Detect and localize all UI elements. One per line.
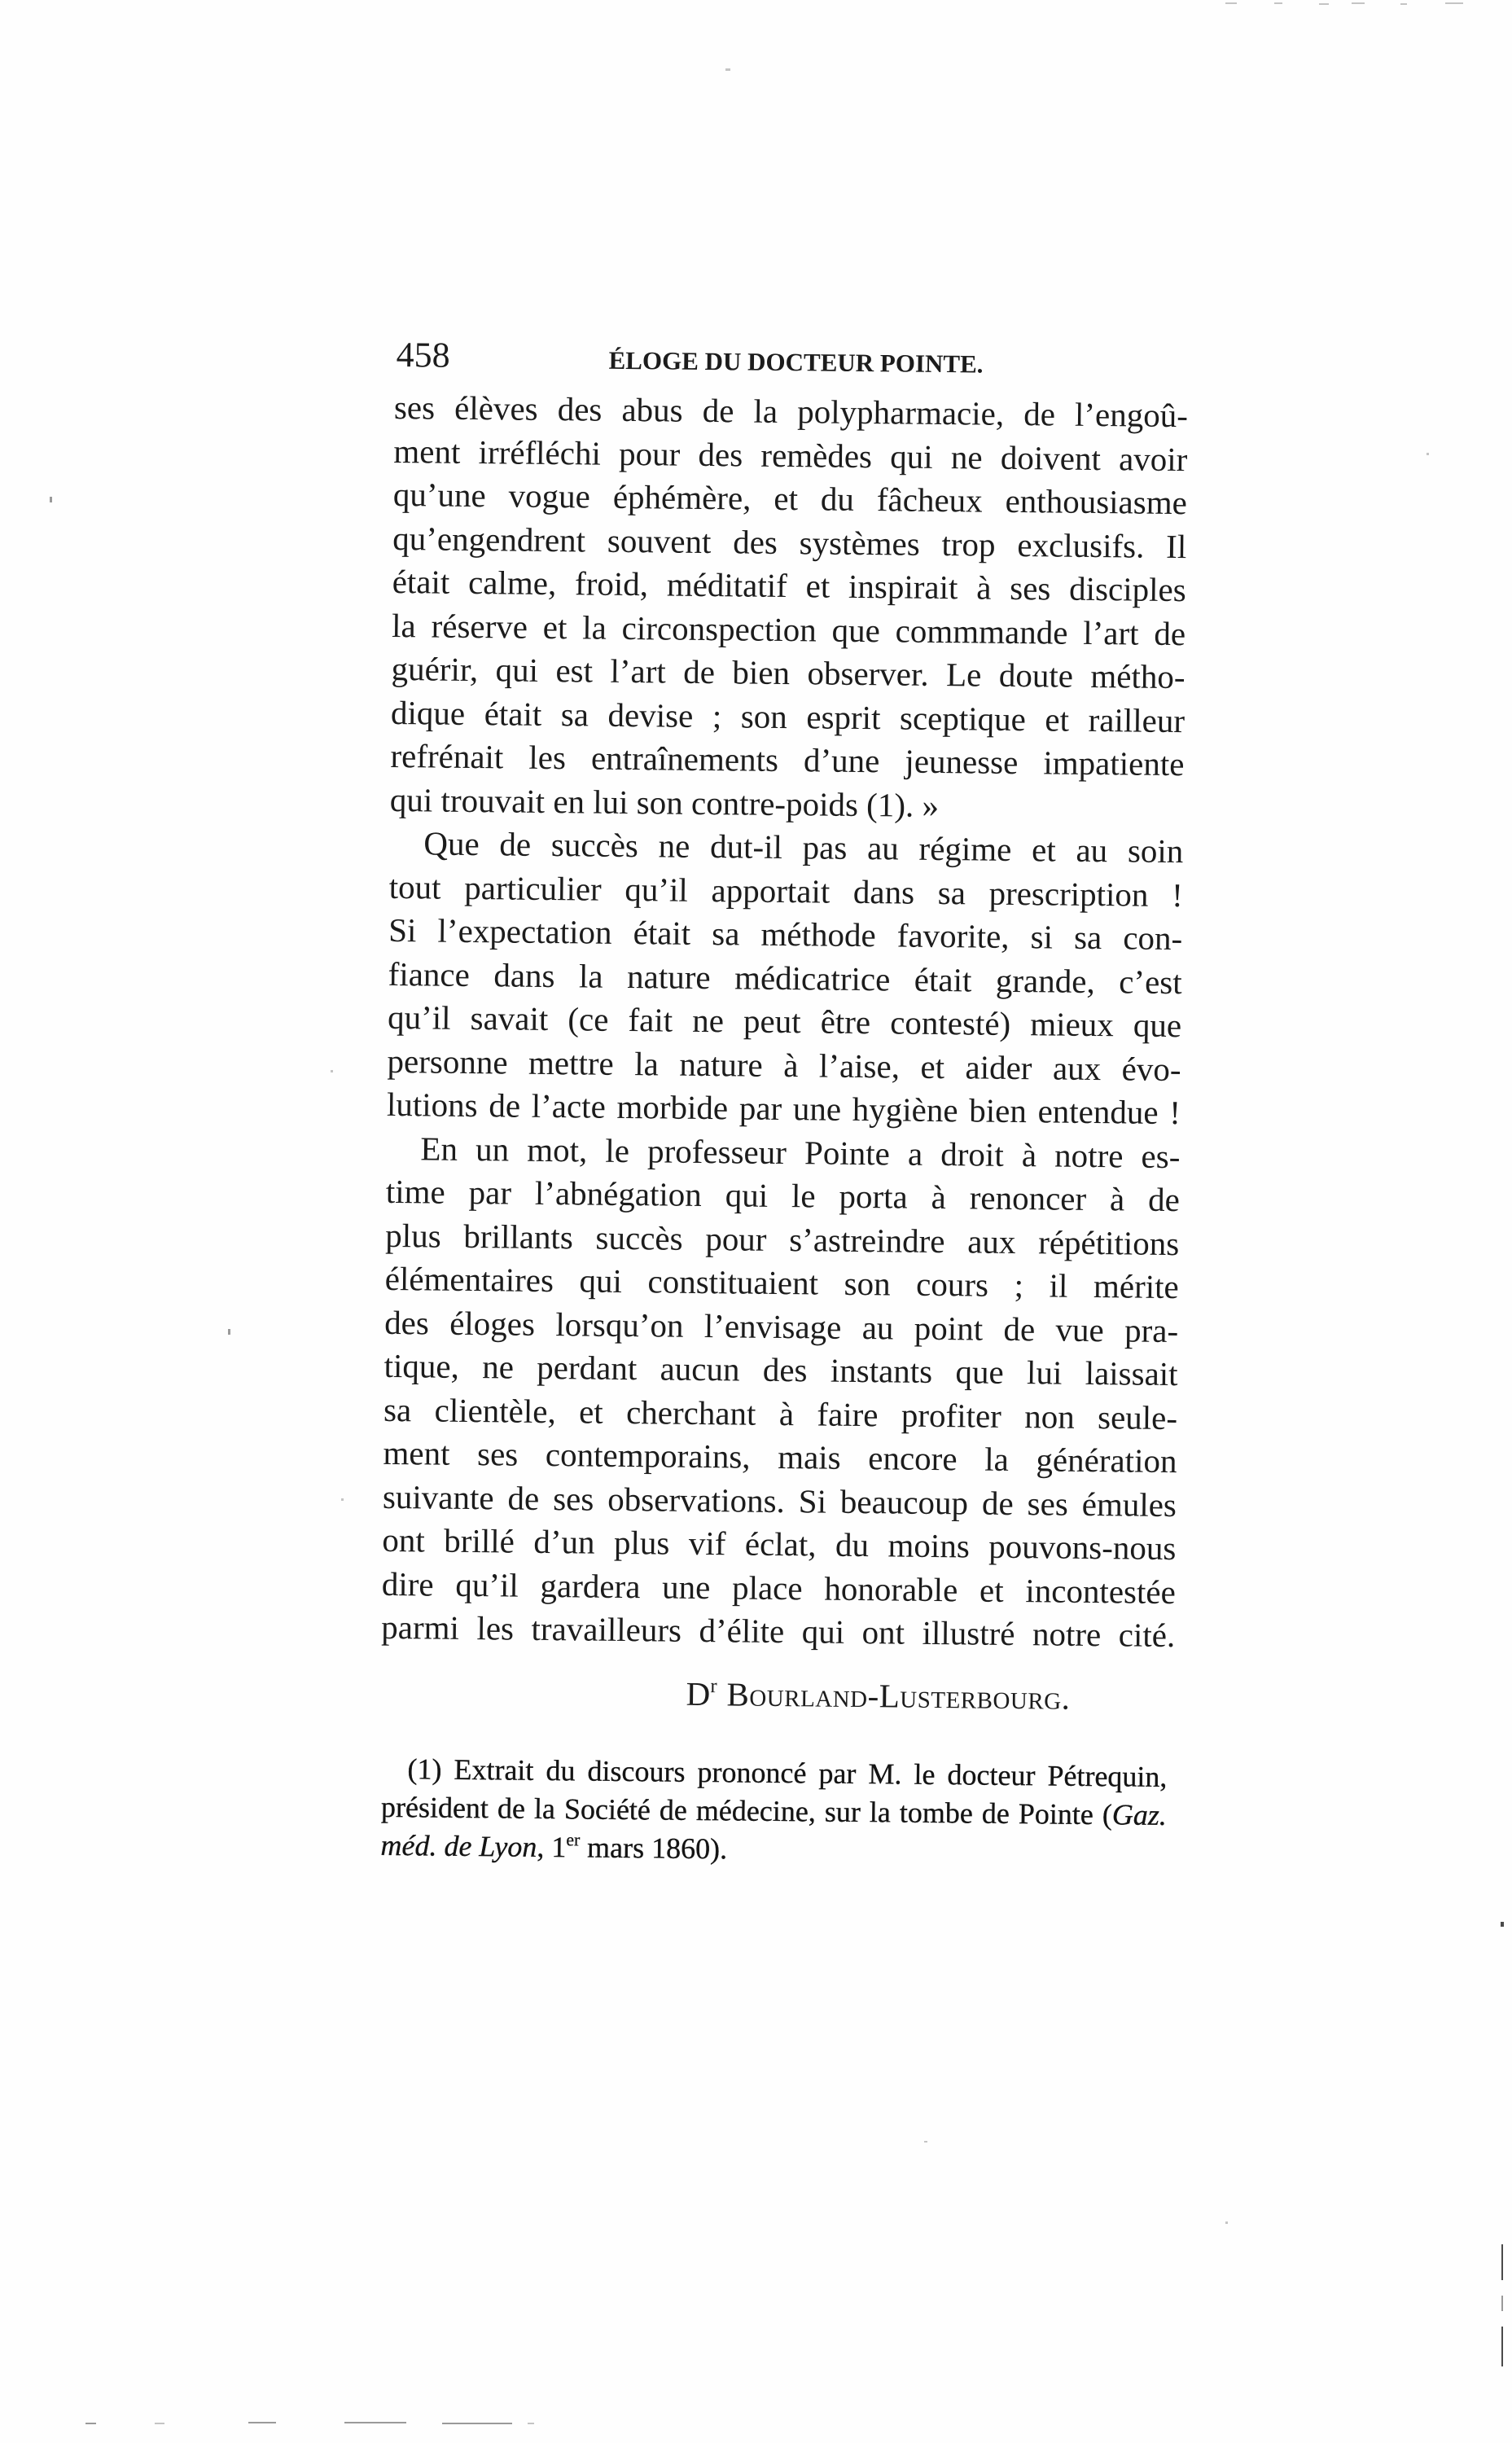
scan-mark <box>1319 3 1329 5</box>
scan-mark <box>1501 1922 1504 1927</box>
footnote-text: , 1 <box>537 1830 567 1864</box>
scan-mark <box>85 2423 96 2424</box>
body-line: refrénait les entraînements d’une jeunesse impatiente <box>390 736 1185 783</box>
footnote <box>380 1750 1167 1873</box>
scan-mark <box>1352 2 1365 4</box>
author-signature <box>686 1673 1070 1720</box>
footnote-italic-text: méd. de Lyon <box>380 1828 537 1863</box>
body-line: la réserve et la circonspection que commmande l’art de <box>391 606 1186 652</box>
body-line: time par l’abnégation qui le porta à renoncer à de <box>385 1172 1181 1219</box>
scan-mark <box>248 2422 276 2423</box>
body-line: tout particulier qu’il apportait dans sa prescription ! <box>388 867 1184 914</box>
scan-mark <box>155 2423 164 2424</box>
scan-mark <box>1400 3 1407 5</box>
scan-mark <box>1501 2327 1503 2366</box>
body-line: suivante de ses observations. Si beaucoup de ses émules <box>382 1477 1177 1524</box>
scan-mark <box>228 1329 230 1335</box>
body-text <box>381 386 1188 1658</box>
scan-mark <box>341 1498 344 1501</box>
scan-mark <box>1225 2 1237 4</box>
body-line: Que de succès ne dut-il pas au régime et au soin <box>423 824 1184 871</box>
body-line: ont brillé d’un plus vif éclat, du moins pouvons-nous <box>382 1520 1177 1568</box>
scan-mark <box>1501 2296 1503 2311</box>
body-line: dire qu’il gardera une place honorable et incontestée <box>381 1564 1177 1611</box>
signature-name: Bourland-Lusterbourg. <box>726 1675 1071 1717</box>
body-line: qu’une vogue éphémère, et du fâcheux enthousiasme <box>392 475 1188 522</box>
footnote-text: président de la Société de médecine, sur la tombe de Pointe ( <box>380 1790 1113 1831</box>
paragraph <box>390 386 1189 830</box>
scan-mark <box>725 68 730 71</box>
body-line: parmi les travailleurs d’élite qui ont illustré notre cité. <box>381 1607 1176 1655</box>
body-line: qui trouvait en lui son contre-poids (1). » <box>389 780 940 824</box>
body-line: qu’engendrent souvent des systèmes trop exclusifs. Il <box>392 519 1187 565</box>
scan-mark <box>1445 2 1463 4</box>
footnote-superscript: er <box>566 1830 581 1850</box>
body-line: dique était sa devise ; son esprit sceptique et railleur <box>390 693 1185 739</box>
footnote-text: (1) Extrait du discours prononcé par M. le docteur Pétrequin, <box>407 1752 1168 1794</box>
footnote-text: mars 1860). <box>579 1831 728 1866</box>
scan-mark <box>331 1070 333 1072</box>
scan-mark <box>1274 2 1282 4</box>
body-line: qu’il savait (ce fait ne peut être contesté) mieux que <box>387 998 1182 1045</box>
scan-mark <box>528 2423 534 2424</box>
body-line: ses élèves des abus de la polypharmacie, de l’engoû- <box>393 388 1189 435</box>
body-line: des éloges lorsqu’on l’envisage au point de vue pra- <box>383 1303 1179 1349</box>
scan-mark <box>344 2422 406 2423</box>
body-line: plus brillants succès pour s’astreindre aux répétitions <box>385 1216 1180 1262</box>
body-line: ment ses contemporains, mais encore la génération <box>383 1433 1177 1480</box>
body-line: lutions de l’acte morbide par une hygiène bien entendue ! <box>386 1085 1181 1132</box>
footnote-italic-text: Gaz. <box>1111 1798 1168 1831</box>
scan-mark <box>924 2141 927 2143</box>
body-line: tique, ne perdant aucun des instants que lui laissait <box>383 1346 1178 1393</box>
page-number: 458 <box>396 334 450 375</box>
body-line: était calme, froid, méditatif et inspirait à ses disciples <box>392 562 1186 609</box>
scan-mark <box>1225 2222 1228 2224</box>
signature-title-superscript: r <box>710 1675 717 1698</box>
paragraph <box>381 1126 1181 1657</box>
body-line: élémentaires qui constituaient son cours ; il mérite <box>384 1259 1179 1306</box>
body-line: ment irréfléchi pour des remèdes qui ne doivent avoir <box>393 432 1188 478</box>
scan-mark <box>442 2423 512 2424</box>
body-line: personne mettre la nature à l’aise, et aider aux évo- <box>387 1042 1181 1088</box>
signature-title: D <box>686 1674 711 1713</box>
scan-mark <box>50 497 52 502</box>
paragraph <box>387 822 1184 1135</box>
scan-mark <box>1427 453 1429 455</box>
body-line: sa clientèle, et cherchant à faire profiter non seule- <box>383 1390 1178 1436</box>
body-line: En un mot, le professeur Pointe a droit à notre es- <box>420 1129 1181 1175</box>
body-line: fiance dans la nature médicatrice était grande, c’est <box>388 954 1182 1001</box>
scan-mark <box>1501 2244 1503 2280</box>
body-line: guérir, qui est l’art de bien observer. Le doute métho- <box>391 649 1185 696</box>
body-line: Si l’expectation était sa méthode favorite, si sa con- <box>388 910 1183 958</box>
running-title: ÉLOGE DU DOCTEUR POINTE. <box>608 345 984 379</box>
printed-text-block <box>350 314 1213 1902</box>
